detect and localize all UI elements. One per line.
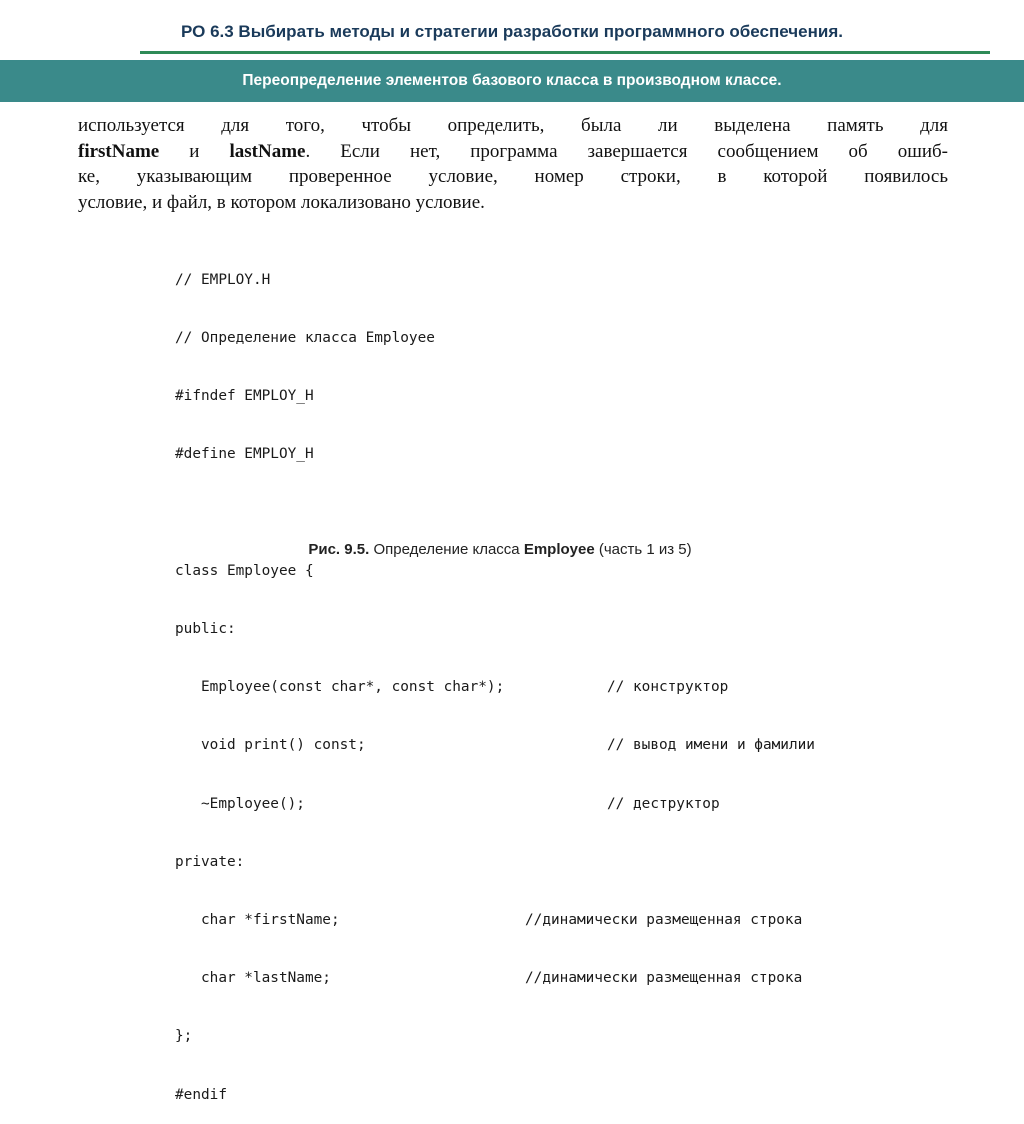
code-line: #endif — [175, 1086, 227, 1103]
slide-title: РО 6.3 Выбирать методы и стратегии разработки программного обеспечения. — [181, 22, 843, 41]
paragraph-line-3: ке, указывающим проверенное условие, номер строки, в которой появилось — [78, 166, 948, 187]
paragraph-line-2 — [78, 139, 948, 165]
code-comment: // конструктор — [607, 679, 729, 696]
code-text: Employee(const char*, const char*); — [175, 679, 505, 696]
paragraph-line-2-rest: . Если нет, программа завершается сообщением об ошиб- — [305, 140, 948, 162]
figure-caption — [0, 541, 1000, 558]
code-line — [175, 969, 803, 988]
caption-text-a: Определение класса — [369, 541, 524, 558]
code-line — [175, 678, 729, 697]
code-text: char *lastName; — [175, 970, 331, 987]
title-divider — [140, 51, 990, 54]
code-line: public: — [175, 621, 236, 638]
code-line: #define EMPLOY_H — [175, 446, 314, 463]
lastname-term: lastName — [229, 140, 306, 162]
caption-class-name: Employee — [523, 541, 595, 558]
paragraph-line-1: используется для того, чтобы определить, была ли выделена память для — [78, 115, 948, 136]
paragraph-line-4: условие, и файл, в котором локализовано условие. — [78, 191, 485, 213]
caption-text-b: (часть 1 из 5) — [594, 541, 692, 558]
code-line: // EMPLOY.H — [175, 271, 271, 288]
code-line — [175, 911, 803, 930]
code-comment: // вывод имени и фамилии — [607, 737, 815, 754]
code-line: class Employee { — [175, 562, 314, 579]
code-line: private: — [175, 853, 245, 870]
section-banner: Переопределение элементов базового класса в производном классе. — [0, 60, 1024, 102]
code-line — [175, 736, 815, 755]
code-line: #ifndef EMPLOY_H — [175, 388, 314, 405]
code-line: // Определение класса Employee — [175, 330, 435, 347]
figure-label: Рис. 9.5. — [308, 541, 370, 558]
code-text: ~Employee(); — [175, 795, 305, 812]
code-line — [175, 795, 720, 814]
code-line: }; — [175, 1028, 193, 1045]
firstname-term: firstName — [78, 140, 160, 162]
code-comment: //динамически размещенная строка — [525, 970, 803, 987]
paragraph-line-2-mid: и — [159, 140, 230, 162]
code-comment: // деструктор — [607, 795, 720, 812]
body-paragraph — [78, 113, 948, 215]
code-comment: //динамически размещенная строка — [525, 912, 803, 929]
code-text: void print() const; — [175, 737, 366, 754]
code-line — [175, 504, 504, 523]
code-text: char *firstName; — [175, 912, 340, 929]
